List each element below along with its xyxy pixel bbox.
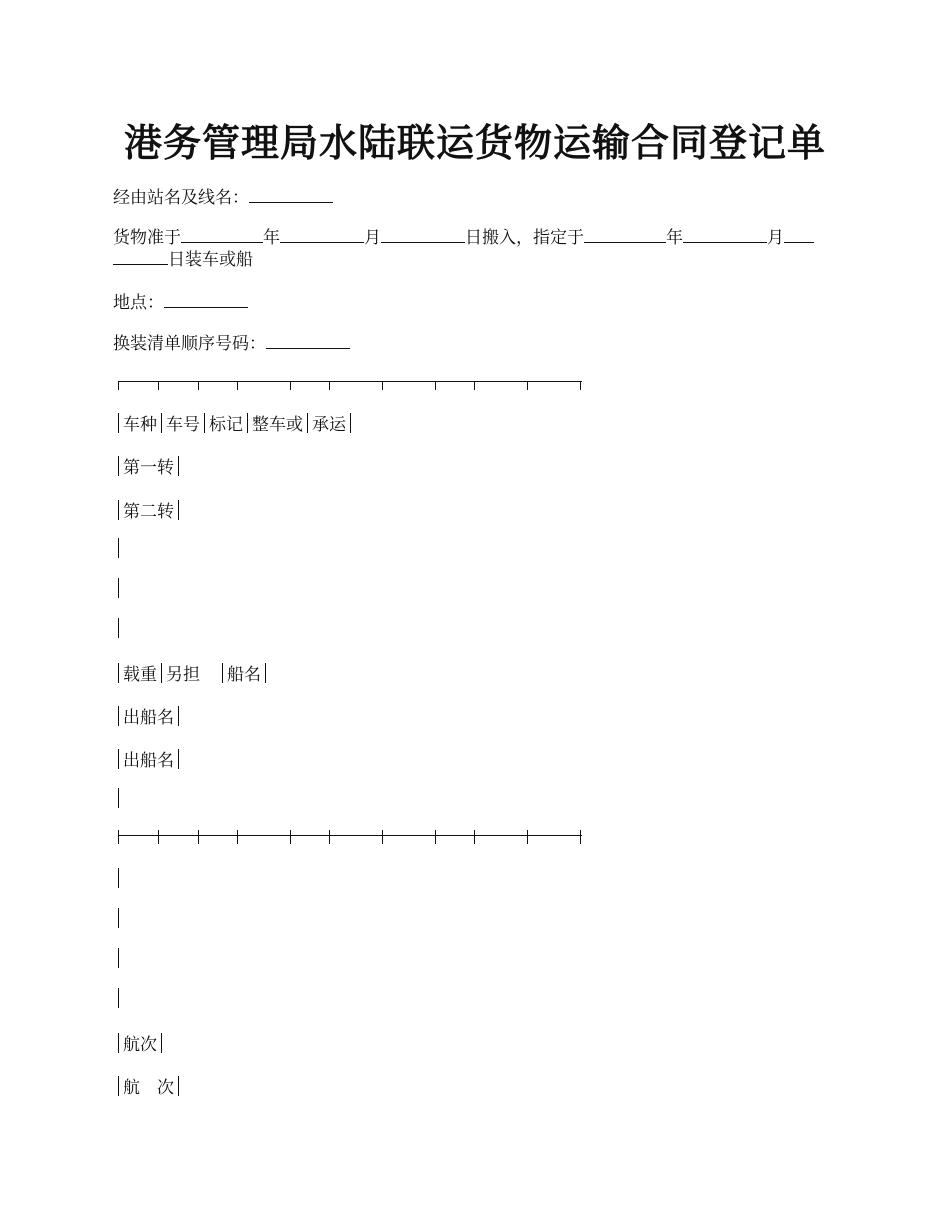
table-top-rule: [118, 376, 582, 390]
less-than-load-label: 另担: [166, 665, 200, 685]
table-row-second-transfer: [118, 497, 183, 522]
header-car-number: 车号: [166, 415, 200, 435]
table-border: [118, 538, 119, 558]
place-blank[interactable]: [164, 293, 248, 308]
header-car-type: 车种: [123, 415, 157, 435]
schedule-line-2: [113, 245, 253, 270]
table-border: [118, 908, 119, 928]
station-label: 经由站名及线名：: [113, 188, 249, 208]
order-line: [113, 329, 350, 354]
schedule-suffix: 日装车或船: [168, 250, 253, 270]
header-carrier: 承运: [312, 415, 346, 435]
table-border: [118, 948, 119, 968]
year-label-2: 年: [666, 228, 683, 248]
table-row-ship-2: [118, 746, 183, 771]
second-transfer-label: 第二转: [123, 502, 174, 522]
header-full-load: 整车或: [252, 415, 303, 435]
table-border: [118, 868, 119, 888]
month-label-2: 月: [767, 228, 784, 248]
order-blank[interactable]: [266, 334, 350, 349]
table-border: [118, 988, 119, 1008]
order-label: 换装清单顺序号码：: [113, 334, 266, 354]
header-mark: 标记: [209, 415, 243, 435]
voyage-label-2: 航 次: [123, 1078, 174, 1098]
table-middle-rule: [118, 830, 582, 844]
table-row-voyage-1: [118, 1030, 166, 1055]
station-line: [113, 183, 333, 208]
day-blank-1[interactable]: [381, 228, 465, 243]
table-border: [118, 578, 119, 598]
table-row-load: [118, 660, 270, 685]
year-blank-1[interactable]: [181, 228, 263, 243]
ship-name-label: 船名: [227, 665, 261, 685]
table-border: [118, 618, 119, 638]
document-title: 港务管理局水陆联运货物运输合同登记单: [123, 121, 826, 165]
schedule-prefix: 货物准于: [113, 228, 181, 248]
place-label: 地点：: [113, 293, 164, 313]
load-weight-label: 载重: [123, 665, 157, 685]
first-transfer-label: 第一转: [123, 458, 174, 478]
day-blank-2a[interactable]: [784, 228, 814, 243]
table-row-ship-1: [118, 703, 183, 728]
month-blank-2[interactable]: [683, 228, 767, 243]
station-blank[interactable]: [249, 188, 333, 203]
month-label-1: 月: [364, 228, 381, 248]
day-blank-2b[interactable]: [113, 250, 168, 265]
year-label-1: 年: [263, 228, 280, 248]
schedule-middle: 日搬入，指定于: [465, 228, 584, 248]
month-blank-1[interactable]: [280, 228, 364, 243]
table-border: [118, 788, 119, 808]
year-blank-2[interactable]: [584, 228, 666, 243]
table-row-first-transfer: [118, 453, 183, 478]
outgoing-ship-label-2: 出船名: [123, 751, 174, 771]
table-row-voyage-2: [118, 1073, 183, 1098]
voyage-label-1: 航次: [123, 1035, 157, 1055]
place-line: [113, 288, 248, 313]
table-header-row: [118, 410, 355, 435]
outgoing-ship-label-1: 出船名: [123, 708, 174, 728]
